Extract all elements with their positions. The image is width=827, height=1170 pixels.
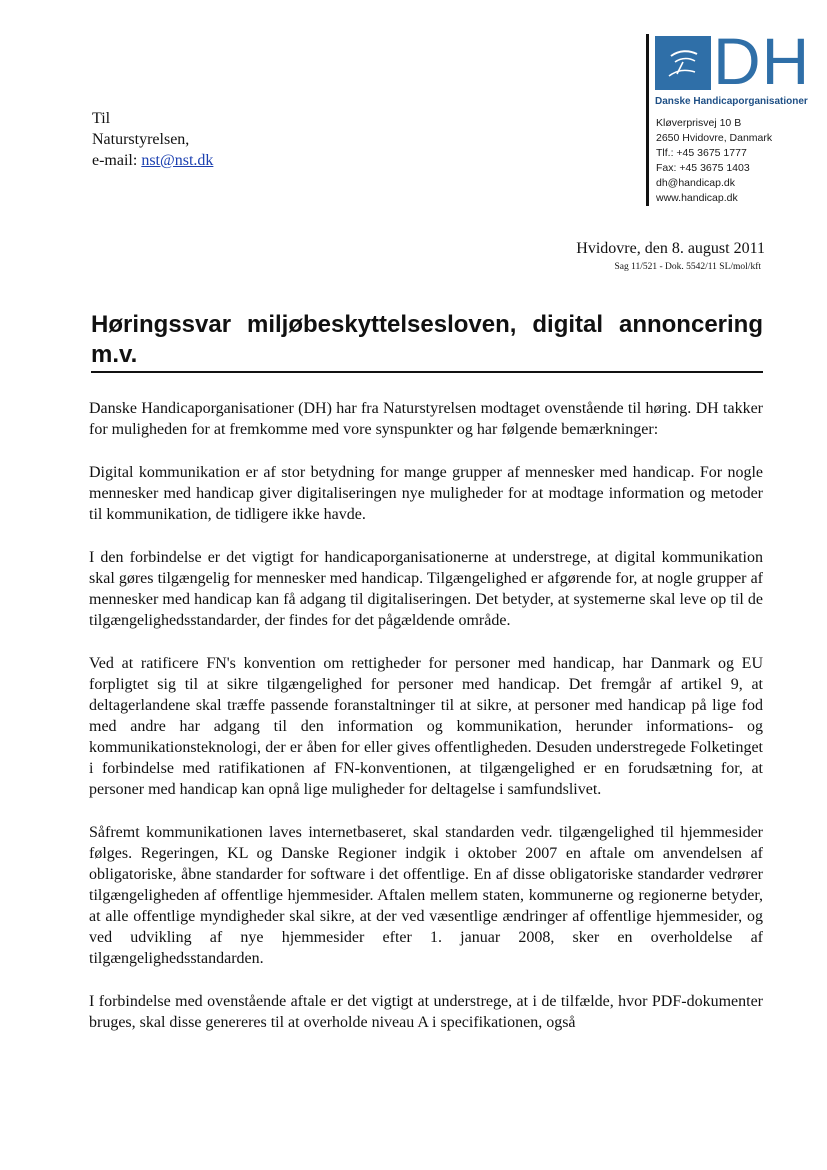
letterhead-divider <box>646 34 649 206</box>
letter-date: Hvidovre, den 8. august 2011 <box>576 240 765 257</box>
recipient-block <box>92 108 213 171</box>
recipient-email-link[interactable]: nst@nst.dk <box>141 152 214 169</box>
recipient-to: Til <box>92 110 111 127</box>
letter-body <box>89 398 763 1055</box>
address-line: 2650 Hvidovre, Danmark <box>656 132 773 144</box>
case-reference: Sag 11/521 - Dok. 5542/11 SL/mol/kft <box>614 262 761 272</box>
website-line: www.handicap.dk <box>656 192 738 204</box>
fax-line: Fax: +45 3675 1403 <box>656 162 750 174</box>
sender-address <box>656 116 826 206</box>
body-paragraph: I den forbindelse er det vigtigt for handicaporganisationerne at understrege, at digital kommunikation skal gøres tilgængelig for mennesker med handicap. Tilgængelighed er afgørende for, at nogle grupper af mennesker med handicap kan få adgang til digitaliseringen. Det betyder, at systemerne skal leve op til de tilgængelighedsstandarder, der findes for det pågældende område. <box>89 549 763 629</box>
body-paragraph: I forbindelse med ovenstående aftale er det vigtigt at understrege, at i de tilfælde, hvor PDF-dokumenter bruges, skal disse genereres til at overholde niveau A i specifikationen, også <box>89 993 763 1031</box>
phone-line: Tlf.: +45 3675 1777 <box>656 147 747 159</box>
address-line: Kløverprisvej 10 B <box>656 117 742 129</box>
body-paragraph: Digital kommunikation er af stor betydning for mange grupper af mennesker med handicap. For nogle mennesker med handicap giver digitaliseringen nye muligheder for at modtage information og metoder til kommunikation, de tidligere ikke havde. <box>89 464 763 523</box>
letter-title: Høringssvar miljøbeskyttelsesloven, digital annoncering m.v. <box>91 311 763 368</box>
org-name: Danske Handicaporganisationer <box>655 96 808 107</box>
recipient-email-row <box>92 150 213 171</box>
email-prefix: e-mail: <box>92 152 142 169</box>
bird-logo-icon <box>655 36 711 90</box>
body-paragraph: Ved at ratificere FN's konvention om rettigheder for personer med handicap, har Danmark og EU forpligtet sig til at sikre tilgængelighed for personer med handicap. Det fremgår af artikel 9, at deltagerlandene skal træffe passende foranstaltninger til at sikre, at personer med handicap på lige fod med andre har adgang til den information og kommunikation, herunder informations- og kommunikationsteknologi, der er åben for eller gives offentligheden. Desuden understregede Folketinget i forbindelse med ratifikationen af FN-konventionen, at tilgængelighed er en forudsætning for, at personer med handicap kan opnå lige muligheder for deltagelse i samfundslivet. <box>89 655 763 798</box>
email-line: dh@handicap.dk <box>656 177 735 189</box>
title-underline <box>91 371 763 373</box>
recipient-name: Naturstyrelsen, <box>92 131 190 148</box>
body-paragraph: Danske Handicaporganisationer (DH) har fra Naturstyrelsen modtaget ovenstående til høring. DH takker for muligheden for at fremkomme med vore synspunkter og har følgende bemærkninger: <box>89 400 763 438</box>
body-paragraph: Såfremt kommunikationen laves internetbaseret, skal standarden vedr. tilgængelighed til hjemmesider følges. Regeringen, KL og Danske Regioner indgik i oktober 2007 en aftale om anvendelsen af obligatoriske, åbne standarder for software i det offentlige. En af disse obligatoriske standarder vedrører tilgængeligheden af offentlige hjemmesider. Aftalen mellem staten, kommunerne og regionerne betyder, at alle offentlige myndigheder skal sikre, at der ved væsentlige ændringer af offentlige hjemmesider, og ved udvikling af nye hjemmesider efter 1. januar 2008, sker en overholdelse af tilgængelighedsstandarden. <box>89 824 763 967</box>
logo-letters: DH <box>713 24 811 98</box>
